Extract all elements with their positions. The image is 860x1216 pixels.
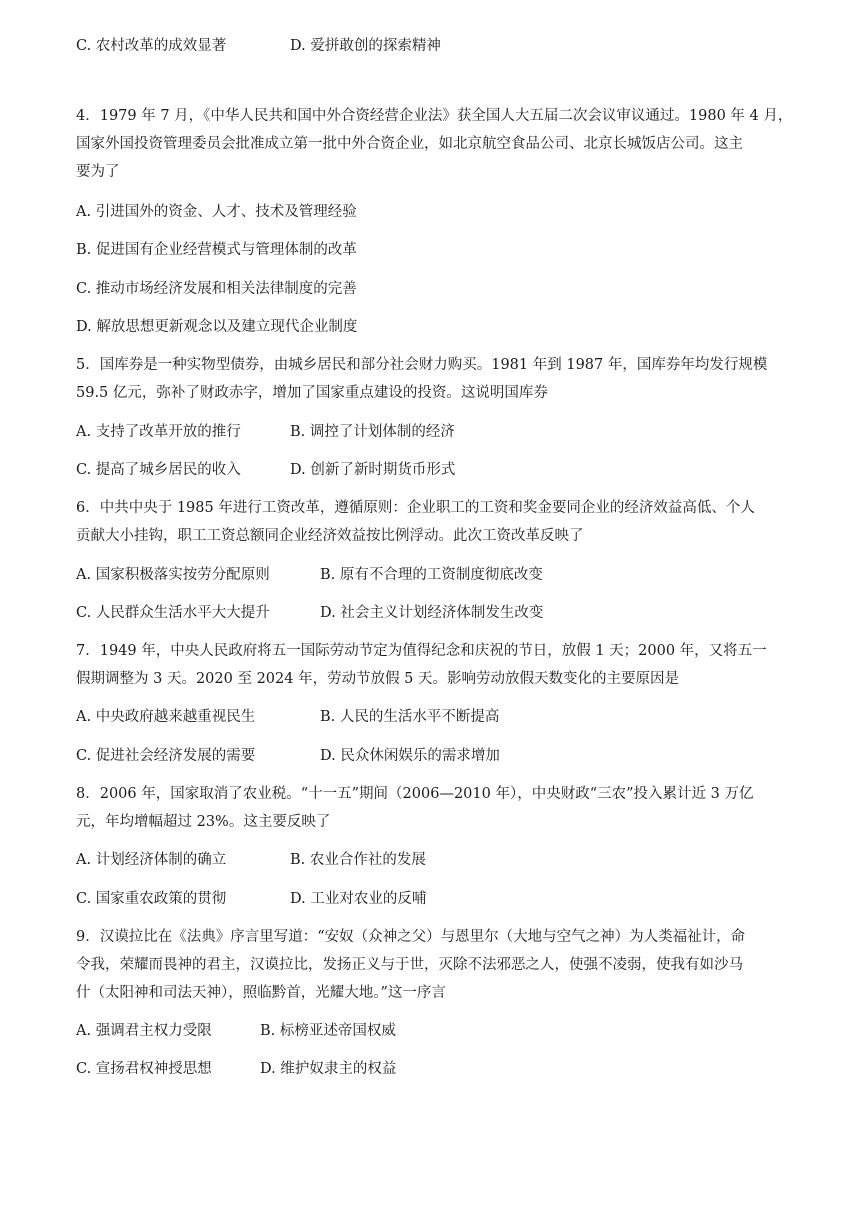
q4-option-a: A. 引进国外的资金、人才、技术及管理经验 <box>76 204 357 220</box>
q8-option-a: A. 计划经济体制的确立 <box>76 852 227 868</box>
q9-option-a: A. 强调君主权力受限 <box>76 1023 212 1039</box>
q7-option-c: C. 促进社会经济发展的需要 <box>76 748 256 764</box>
q5-option-a: A. 支持了改革开放的推行 <box>76 424 241 440</box>
q9-stem-line-3: 什（太阳神和司法天神），照临黔首，光耀大地。”这一序言 <box>76 985 446 1001</box>
q5-option-b: B. 调控了计划体制的经济 <box>290 424 455 440</box>
q5-stem-line-1: 5．国库券是一种实物型债券，由城乡居民和部分社会财力购买。1981 年到 1987 年，国库券年均发行规模 <box>76 357 768 373</box>
q9-stem-line-2: 令我，荣耀而畏神的君主，汉谟拉比，发扬正义与于世，灭除不法邪恶之人，使强不凌弱，使我有如沙马 <box>76 957 743 973</box>
q9-stem-line-1: 9．汉谟拉比在《法典》序言里写道：“安奴（众神之父）与恩里尔（大地与空气之神）为人类福祉计，命 <box>76 929 746 945</box>
q9-option-c: C. 宣扬君权神授思想 <box>76 1061 212 1077</box>
q4-stem-line-3: 要为了 <box>76 164 120 180</box>
q4-stem-line-1: 4．1979 年 7 月，《中华人民共和国中外合资经营企业法》获全国人大五届二次会议审议通过。1980 年 4 月， <box>76 108 793 124</box>
q3-option-d: D. 爱拼敢创的探索精神 <box>290 38 441 54</box>
q6-option-d: D. 社会主义计划经济体制发生改变 <box>320 605 544 621</box>
q4-stem-line-2: 国家外国投资管理委员会批准成立第一批中外合资企业，如北京航空食品公司、北京长城饭店公司。这主 <box>76 136 743 152</box>
q3-option-c: C. 农村改革的成效显著 <box>76 38 227 54</box>
q6-option-b: B. 原有不合理的工资制度彻底改变 <box>320 567 543 583</box>
q8-option-b: B. 农业合作社的发展 <box>290 852 426 868</box>
q6-option-c: C. 人民群众生活水平大大提升 <box>76 605 270 621</box>
q5-option-c: C. 提高了城乡居民的收入 <box>76 462 241 478</box>
q5-option-d: D. 创新了新时期货币形式 <box>290 462 456 478</box>
q4-option-c: C. 推动市场经济发展和相关法律制度的完善 <box>76 281 357 297</box>
q8-option-c: C. 国家重农政策的贯彻 <box>76 891 227 907</box>
q8-option-d: D. 工业对农业的反哺 <box>290 891 427 907</box>
q9-option-b: B. 标榜亚述帝国权威 <box>260 1023 396 1039</box>
q4-option-d: D. 解放思想更新观念以及建立现代企业制度 <box>76 319 358 335</box>
q7-option-b: B. 人民的生活水平不断提高 <box>320 709 500 725</box>
q8-stem-line-1: 8．2006 年，国家取消了农业税。“十一五”期间（2006—2010 年），中央财政“三农”投入累计近 3 万亿 <box>76 786 754 802</box>
q5-stem-line-2: 59.5 亿元，弥补了财政赤字，增加了国家重点建设的投资。这说明国库券 <box>76 385 548 401</box>
q8-stem-line-2: 元，年均增幅超过 23%。这主要反映了 <box>76 814 331 830</box>
q7-option-a: A. 中央政府越来越重视民生 <box>76 709 256 725</box>
q7-stem-line-1: 7．1949 年，中央人民政府将五一国际劳动节定为值得纪念和庆祝的节日，放假 1 天；2000 年，又将五一 <box>76 643 767 659</box>
q6-stem-line-1: 6．中共中央于 1985 年进行工资改革，遵循原则：企业职工的工资和奖金要同企业的经济效益高低、个人 <box>76 500 755 516</box>
q4-option-b: B. 促进国有企业经营模式与管理体制的改革 <box>76 242 357 258</box>
q9-option-d: D. 维护奴隶主的权益 <box>260 1061 397 1077</box>
q7-stem-line-2: 假期调整为 3 天。2020 至 2024 年，劳动节放假 5 天。影响劳动放假天数变化的主要原因是 <box>76 671 680 687</box>
q6-stem-line-2: 贡献大小挂钩，职工工资总额同企业经济效益按比例浮动。此次工资改革反映了 <box>76 528 584 544</box>
q6-option-a: A. 国家积极落实按劳分配原则 <box>76 567 270 583</box>
q7-option-d: D. 民众休闲娱乐的需求增加 <box>320 748 500 764</box>
